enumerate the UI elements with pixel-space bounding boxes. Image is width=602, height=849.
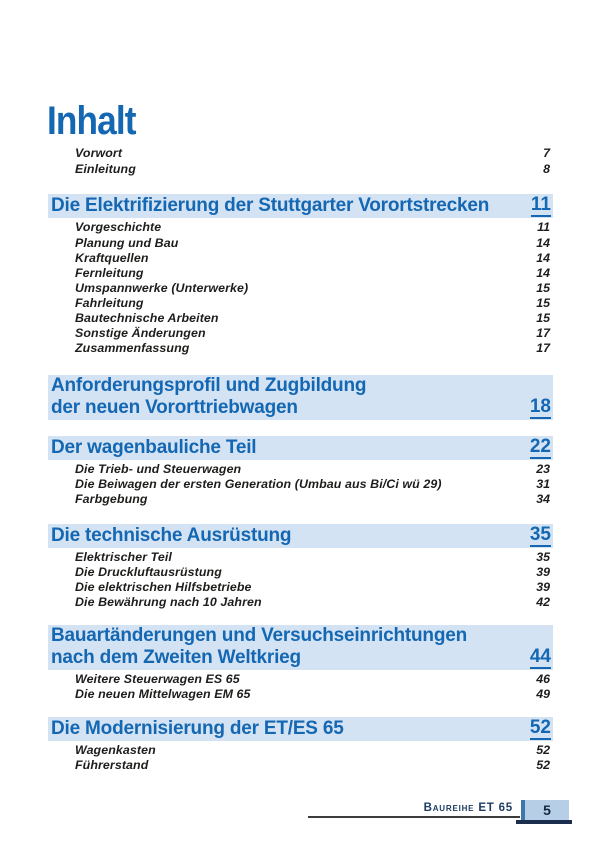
toc-entry-page: 34 — [536, 492, 550, 507]
toc-entry-page: 17 — [536, 341, 550, 356]
toc-entry-page: 39 — [536, 579, 550, 594]
toc-entry-label: Sonstige Änderungen — [75, 326, 206, 341]
section-title — [51, 375, 366, 419]
toc-entry — [48, 220, 553, 235]
toc-entry — [48, 672, 553, 687]
section-header — [48, 625, 553, 670]
section-header — [48, 717, 553, 741]
toc-entry-page: 14 — [536, 265, 550, 280]
toc-entry-label: Kraftquellen — [75, 250, 149, 265]
toc-entry — [48, 492, 553, 507]
toc-entry-page: 15 — [536, 310, 550, 325]
section-page-number: 35 — [529, 523, 551, 545]
section-title — [51, 718, 344, 740]
toc-entry — [48, 251, 553, 266]
toc-entry-page: 35 — [536, 549, 550, 564]
footer-page-box-underline — [516, 820, 572, 824]
toc-sections — [48, 194, 553, 773]
section-item-list — [48, 462, 553, 507]
toc-entry-page: 23 — [536, 462, 550, 477]
toc-section — [48, 524, 553, 610]
toc-entry-label: Planung und Bau — [75, 235, 179, 250]
toc-entry-label: Farbgebung — [75, 492, 148, 507]
toc-entry — [48, 550, 553, 565]
toc-entry — [48, 281, 553, 296]
section-title-line: der neuen Vororttriebwagen — [51, 397, 298, 419]
toc-entry-label: Wagenkasten — [75, 743, 156, 758]
toc-entry — [48, 565, 553, 580]
front-matter-list — [48, 146, 553, 177]
toc-entry-label: Elektrischer Teil — [75, 549, 172, 564]
section-title — [51, 525, 291, 547]
toc-entry-page: 49 — [536, 687, 550, 701]
toc-entry-label: Führerstand — [75, 758, 149, 773]
toc-entry-page: 8 — [543, 161, 550, 176]
toc-entry-page: 52 — [536, 758, 550, 773]
toc-entry — [48, 758, 553, 773]
toc-entry-label: Die Trieb- und Steuerwagen — [75, 462, 242, 477]
section-header — [48, 436, 553, 460]
toc-section — [48, 717, 553, 773]
section-title — [51, 195, 489, 217]
toc-entry-page: 31 — [536, 477, 550, 492]
toc-entry-label: Die Druckluftausrüstung — [75, 564, 222, 579]
toc-entry-page: 7 — [543, 146, 550, 160]
section-item-list — [48, 550, 553, 610]
section-title-line: Anforderungsprofil und Zugbildung — [51, 375, 367, 397]
toc-entry-label: Vorgeschichte — [75, 220, 162, 235]
toc-entry-page: 17 — [536, 326, 550, 341]
section-title — [51, 437, 256, 459]
toc-entry — [48, 477, 553, 492]
section-item-list — [48, 220, 553, 356]
footer-page-number: 5 — [543, 802, 551, 818]
section-page-number: 52 — [529, 717, 551, 739]
toc-entry — [48, 341, 553, 356]
toc-entry — [48, 687, 553, 702]
toc-entry-label: Die Bewährung nach 10 Jahren — [75, 594, 262, 609]
toc-entry-label: Umspannwerke (Unterwerke) — [75, 280, 249, 295]
toc-entry — [48, 326, 553, 341]
toc-entry — [48, 311, 553, 326]
section-header — [48, 375, 553, 420]
toc-entry-page: 14 — [536, 235, 550, 250]
toc-entry — [48, 266, 553, 281]
toc-entry — [48, 162, 553, 178]
section-header — [48, 194, 553, 218]
toc-section — [48, 625, 553, 702]
section-page-number: 44 — [529, 645, 551, 667]
toc-entry-page: 15 — [536, 280, 550, 295]
toc-entry — [48, 146, 553, 162]
toc-entry-label: Einleitung — [75, 161, 136, 176]
section-page-number: 11 — [530, 194, 551, 216]
toc-section — [48, 375, 553, 420]
toc-entry-label: Vorwort — [75, 146, 123, 160]
toc-entry — [48, 580, 553, 595]
footer-rule — [308, 816, 520, 818]
toc-entry-label: Weitere Steuerwagen ES 65 — [75, 671, 240, 686]
toc-section — [48, 194, 553, 356]
toc-entry — [48, 462, 553, 477]
toc-section — [48, 436, 553, 507]
toc-entry-page: 39 — [536, 564, 550, 579]
toc-entry-label: Die Beiwagen der ersten Generation (Umbau aus Bi/Ci wü 29) — [75, 477, 442, 492]
section-item-list — [48, 672, 553, 702]
section-page-number: 22 — [529, 436, 551, 458]
section-title-line: Die technische Ausrüstung — [51, 524, 292, 546]
table-of-contents — [48, 0, 553, 773]
section-page-number: 18 — [529, 396, 551, 418]
toc-entry-label: Die neuen Mittelwagen EM 65 — [75, 687, 251, 701]
toc-entry-page: 11 — [537, 220, 550, 235]
section-title — [51, 625, 467, 669]
toc-entry — [48, 595, 553, 610]
toc-entry-label: Zusammenfassung — [75, 341, 190, 356]
toc-entry — [48, 296, 553, 311]
section-title-line: Die Modernisierung der ET/ES 65 — [51, 718, 344, 740]
toc-entry-label: Fahrleitung — [75, 295, 144, 310]
section-item-list — [48, 743, 553, 773]
footer-page-box — [521, 800, 569, 820]
toc-entry-label: Bautechnische Arbeiten — [75, 310, 219, 325]
toc-entry-label: Fernleitung — [75, 265, 144, 280]
footer-series-label: Baureihe ET 65 — [423, 802, 513, 814]
section-title-line: Die Elektrifizierung der Stuttgarter Vorortstrecken — [51, 195, 490, 217]
section-header — [48, 524, 553, 548]
toc-entry-label: Die elektrischen Hilfsbetriebe — [75, 579, 252, 594]
section-title-line: Bauartänderungen und Versuchseinrichtungen — [51, 624, 468, 646]
page-title: Inhalt — [47, 98, 136, 143]
section-title-line: Der wagenbauliche Teil — [51, 437, 257, 459]
toc-entry-page: 15 — [536, 295, 550, 310]
toc-entry — [48, 743, 553, 758]
toc-entry-page: 14 — [536, 250, 550, 265]
toc-entry-page: 46 — [536, 671, 550, 686]
section-title-line: nach dem Zweiten Weltkrieg — [51, 646, 301, 668]
toc-entry-page: 52 — [536, 743, 550, 758]
toc-entry-page: 42 — [536, 594, 550, 609]
toc-entry — [48, 236, 553, 251]
